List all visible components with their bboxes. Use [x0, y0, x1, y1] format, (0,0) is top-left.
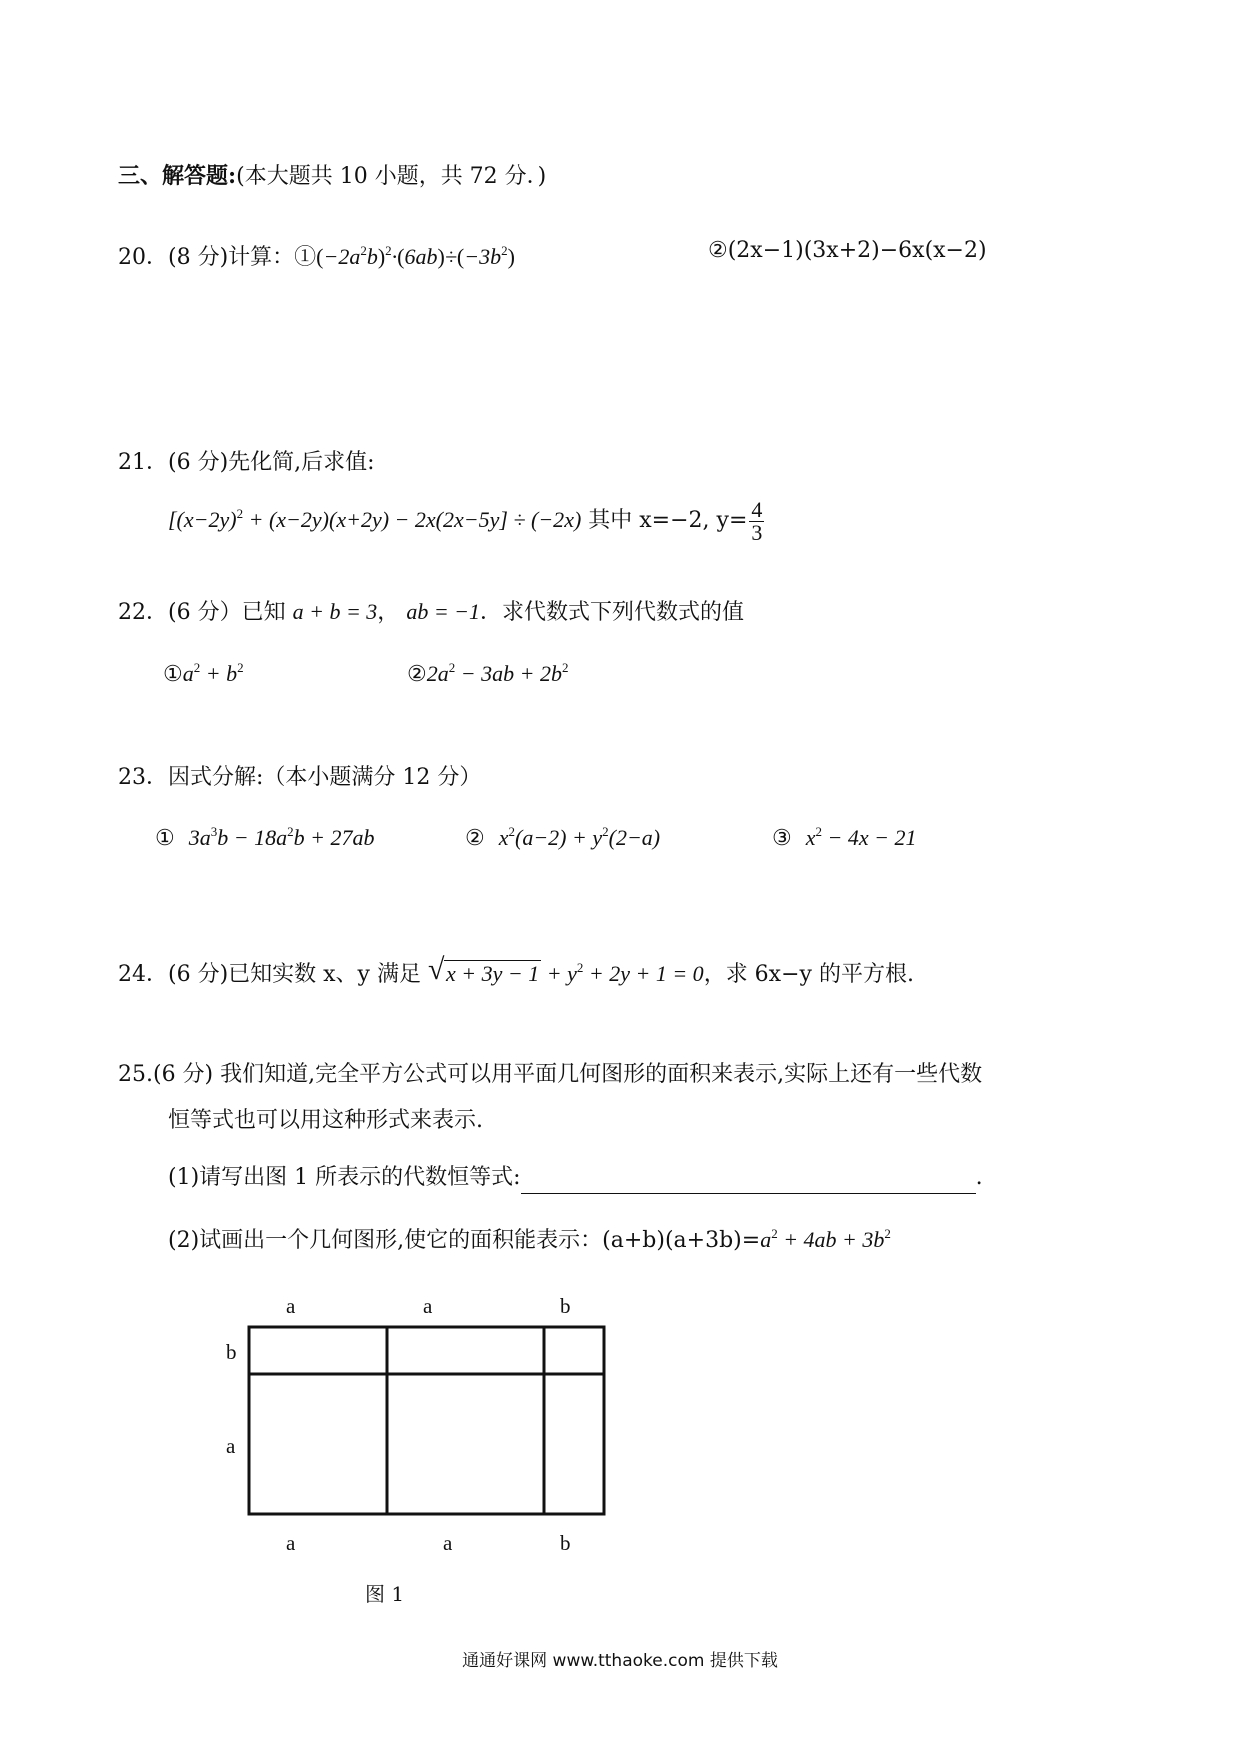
- q22-tail: ．求代数式下列代数式的值: [480, 600, 745, 625]
- q23-marker-3: ③: [772, 826, 792, 851]
- q23-marker-1: ①: [155, 826, 175, 851]
- q20-expression-1: $(-2a^2b)^2\cdot(6ab)\div(-3b^2)$: [316, 243, 515, 269]
- q24-equation: √ $x + 3y - 1 + y^2 + 2y + 1 = 0$: [428, 961, 704, 986]
- q21-fraction-numerator: 4: [751, 496, 763, 522]
- q25-sub-1-end: .: [975, 1165, 983, 1190]
- q22-marker-2: ②: [407, 662, 427, 687]
- q25-line-2: 恒等式也可以用这种形式来表示.: [168, 1108, 483, 1133]
- q25-sub-1-text: (1)请写出图 1 所表示的代数恒等式:: [168, 1165, 521, 1190]
- figure-left-label-2: a: [226, 1434, 236, 1458]
- q23-expr-1: $3a^3b - 18a^2b + 27ab$: [188, 824, 375, 850]
- q21-expression: [$(x-2y)^2 + (x-2y)(x+2y) - 2x(2x-5y] \div (-2x)$: [168, 506, 582, 532]
- q22-condition-1: a + b = 3: [292, 599, 378, 624]
- figure-caption: 图 1: [365, 1582, 405, 1606]
- figure-bottom-label-1: a: [286, 1531, 296, 1555]
- figure-bottom-label-2: a: [443, 1531, 453, 1555]
- q21-condition: 其中 x=−2, y=: [588, 508, 748, 533]
- figure-bottom-label-3: b: [560, 1531, 571, 1555]
- q24-tail: ，求 6x−y 的平方根.: [703, 962, 914, 987]
- figure-top-label-3: b: [560, 1294, 571, 1318]
- q23-expr-2: $x^2(a-2) + y^2(2-a)$: [498, 824, 661, 850]
- figure-top-label-1: a: [286, 1294, 296, 1318]
- page-footer: 通通好课网 www.tthaoke.com 提供下载: [462, 1651, 778, 1671]
- q22-lead: 22．(6 分）已知: [118, 600, 286, 625]
- q25-sub-2-text: (2)试画出一个几何图形,使它的面积能表示：(a+b)(a+3b)=: [168, 1228, 761, 1253]
- q24-lead: 24．(6 分)已知实数 x、y 满足: [118, 962, 421, 987]
- q23-lead: 23．因式分解:（本小题满分 12 分）: [118, 765, 482, 790]
- q24-sqrt: √ x + 3y − 1: [427, 953, 540, 986]
- q22-expr-2: $2a^2 - 3ab + 2b^2$: [426, 660, 569, 686]
- section-note: (本大题共 10 小题，共 72 分．): [236, 164, 547, 189]
- q22-expr-1: $a^2 + b^2$: [182, 660, 244, 686]
- q25-sub-2-expr: $a^2 + 4ab + 3b^2$: [760, 1226, 891, 1252]
- figure-top-label-2: a: [423, 1294, 433, 1318]
- section-title: 三、解答题:: [118, 163, 237, 189]
- q20-part-2: ②(2x−1)(3x+2)−6x(x−2): [708, 238, 987, 263]
- figure-left-label-1: b: [226, 1340, 237, 1364]
- q23-marker-2: ②: [465, 826, 485, 851]
- q22-separator: ，: [377, 600, 400, 625]
- q23-expr-3: $x^2 - 4x - 21$: [805, 824, 917, 850]
- q25-line-1: 25.(6 分) 我们知道,完全平方公式可以用平面几何图形的面积来表示,实际上还有一些代数: [118, 1062, 983, 1087]
- figure-outer-rect: [249, 1327, 604, 1514]
- q22-condition-2: ab = −1: [406, 599, 481, 624]
- q22-marker-1: ①: [163, 662, 183, 687]
- q21-lead: 21．(6 分)先化简,后求值:: [118, 450, 375, 475]
- q20-lead: 20．(8 分)计算：①: [118, 245, 317, 270]
- q21-fraction-denominator: 3: [751, 519, 763, 545]
